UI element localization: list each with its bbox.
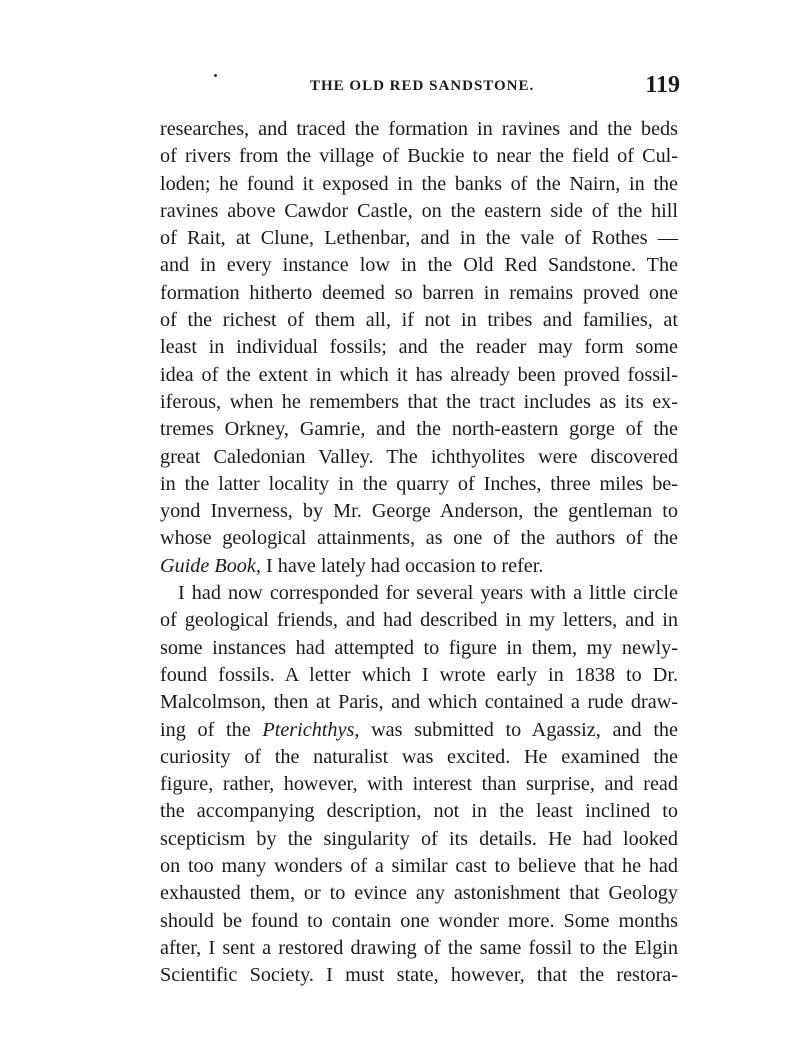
body-text [160, 116, 678, 990]
text-line: should be found to contain one wonder more. Some months [160, 909, 678, 932]
text-line: found fossils. A letter which I wrote early in 1838 to Dr. [160, 663, 678, 686]
text-line: of geological friends, and had described in my letters, and in [160, 609, 678, 632]
text-line: tremes Orkney, Gamrie, and the north-eastern gorge of the [160, 418, 678, 441]
page-number: 119 [645, 72, 680, 98]
text-line: figure, rather, however, with interest than surprise, and read [160, 773, 678, 796]
text-line: Scientific Society. I must state, however, that the restora- [160, 964, 678, 987]
page-header [160, 72, 680, 102]
text-line: great Caledonian Valley. The ichthyolites were discovered [160, 445, 678, 468]
text-line: of the richest of them all, if not in tribes and families, at [160, 309, 678, 332]
text-line: scepticism by the singularity of its details. He had looked [160, 827, 678, 850]
text-line: in the latter locality in the quarry of Inches, three miles be- [160, 472, 678, 495]
text-line: of rivers from the village of Buckie to near the field of Cul- [160, 145, 678, 168]
text-line: and in every instance low in the Old Red Sandstone. The [160, 254, 678, 277]
text-line: after, I sent a restored drawing of the same fossil to the Elgin [160, 936, 678, 959]
text-line: the accompanying description, not in the least inclined to [160, 800, 678, 823]
italic-title: Guide Book [160, 554, 256, 577]
text-line: some instances had attempted to figure in them, my newly- [160, 636, 678, 659]
text-line: exhausted them, or to evince any astonishment that Geology [160, 882, 678, 905]
text-line: yond Inverness, by Mr. George Anderson, the gentleman to [160, 500, 678, 523]
text-line: of Rait, at Clune, Lethenbar, and in the vale of Rothes — [160, 227, 678, 250]
paragraph-first-line: I had now corresponded for several years with a little circle [178, 582, 678, 605]
text-line: loden; he found it exposed in the banks of the Nairn, in the [160, 172, 678, 195]
text-line: researches, and traced the formation in ravines and the beds [160, 118, 678, 140]
text-line: least in individual fossils; and the reader may form some [160, 336, 678, 359]
italic-title: Pterichthys [262, 718, 355, 741]
text-line: iferous, when he remembers that the tract includes as its ex- [160, 390, 678, 413]
text-line: Malcolmson, then at Paris, and which contained a rude draw- [160, 691, 678, 714]
text-line: ing of the Pterichthys, was submitted to Agassiz, and the [160, 718, 678, 741]
text-line: curiosity of the naturalist was excited. He examined the [160, 745, 678, 768]
text-line: idea of the extent in which it has already been proved fossil- [160, 363, 678, 386]
text-line: whose geological attainments, as one of the authors of the [160, 527, 678, 550]
paragraph-last-line: Guide Book, I have lately had occasion to refer. [160, 554, 544, 577]
running-title: THE OLD RED SANDSTONE. [310, 78, 535, 94]
text-line: on too many wonders of a similar cast to believe that he had [160, 855, 678, 878]
text-line: formation hitherto deemed so barren in remains proved one [160, 281, 678, 304]
text-line: ravines above Cawdor Castle, on the eastern side of the hill [160, 199, 678, 222]
